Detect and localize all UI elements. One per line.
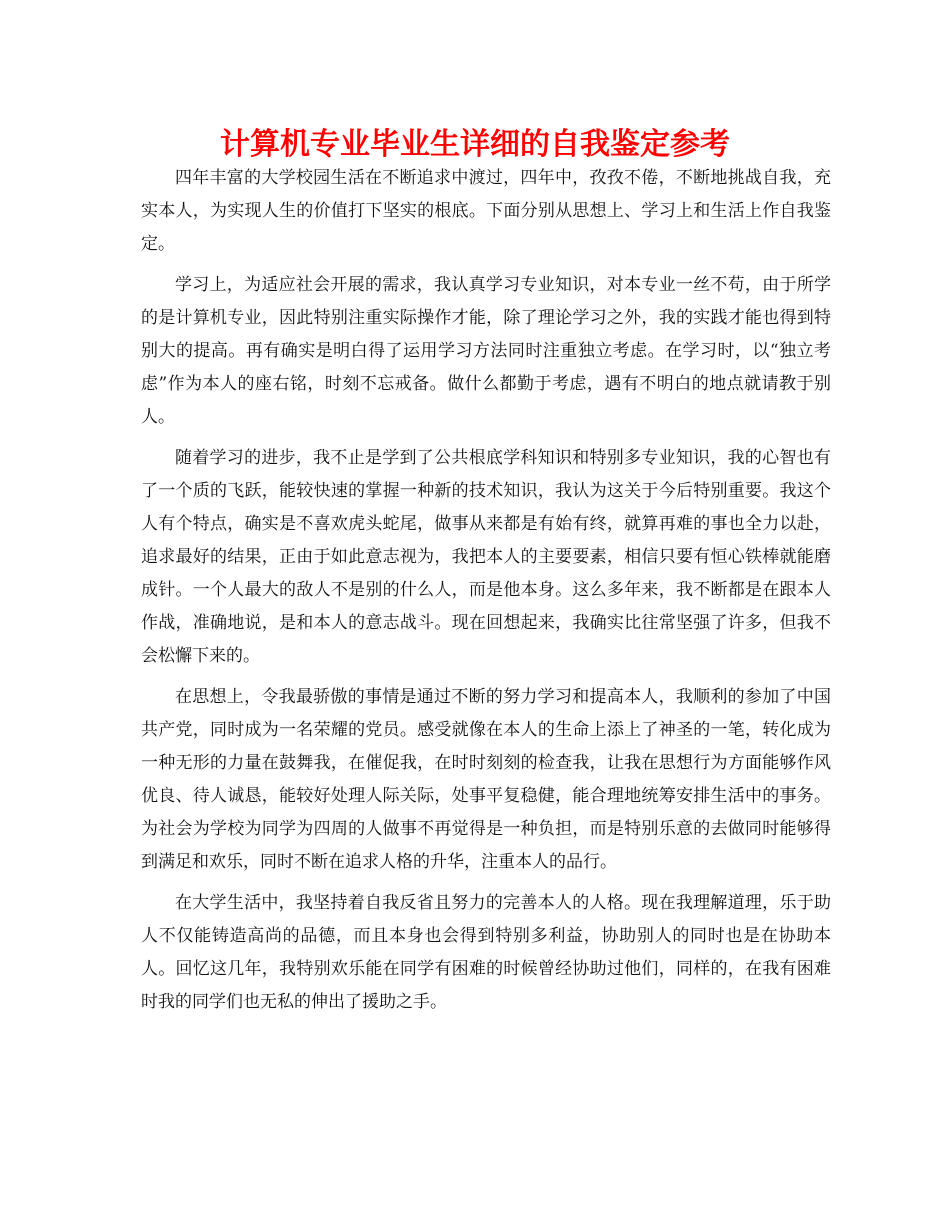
paragraph-life: 在大学生活中，我坚持着自我反省且努力的完善本人的人格。现在我理解道理，乐于助人不仅能铸造高尚的品德，而且本身也会得到特别多利益，协助别人的同时也是在协助本人。回忆这几年，我特别欢乐能在同学有困难的时候曾经协助过他们，同样的，在我有困难时我的同学们也无私的伸出了援助之手。 xyxy=(141,893,831,1012)
document-body xyxy=(141,162,831,1027)
paragraph-progress: 随着学习的进步，我不止是学到了公共根底学科知识和特别多专业知识，我的心智也有了一个质的飞跃，能较快速的掌握一种新的技术知识，我认为这关于今后特别重要。我这个人有个特点，确实是不喜欢虎头蛇尾，做事从来都是有始有终，就算再难的事也全力以赴，追求最好的结果，正由于如此意志视为，我把本人的主要要素，相信只要有恒心铁棒就能磨成针。一个人最大的敌人不是别的什么人，而是他本身。这么多年来，我不断都是在跟本人作战，准确地说，是和本人的意志战斗。现在回想起来，我确实比往常坚强了许多，但我不会松懈下来的。 xyxy=(141,448,831,666)
paragraph-intro: 四年丰富的大学校园生活在不断追求中渡过，四年中，孜孜不倦，不断地挑战自我，充实本人，为实现人生的价值打下坚实的根底。下面分别从思想上、学习上和生活上作自我鉴定。 xyxy=(141,168,831,254)
document-title: 计算机专业毕业生详细的自我鉴定参考 xyxy=(220,127,730,162)
paragraph-thought: 在思想上，令我最骄傲的事情是通过不断的努力学习和提高本人，我顺利的参加了中国共产党，同时成为一名荣耀的党员。感受就像在本人的生命上添上了神圣的一笔，转化成为一种无形的力量在鼓舞我，在催促我，在时时刻刻的检查我，让我在思想行为方面能够作风优良、待人诚恳，能较好处理人际关际，处事平复稳健，能合理地统筹安排生活中的事务。为社会为学校为同学为四周的人做事不再觉得是一种负担，而是特别乐意的去做同时能够得到满足和欢乐，同时不断在追求人格的升华，注重本人的品行。 xyxy=(141,687,831,872)
paragraph-study: 学习上，为适应社会开展的需求，我认真学习专业知识，对本专业一丝不苟，由于所学的是计算机专业，因此特别注重实际操作才能，除了理论学习之外，我的实践才能也得到特别大的提高。再有确实是明白得了运用学习方法同时注重独立考虑。在学习时，以“独立考虑”作为本人的座右铭，时刻不忘戒备。做什么都勤于考虑，遇有不明白的地点就请教于别人。 xyxy=(141,275,831,427)
